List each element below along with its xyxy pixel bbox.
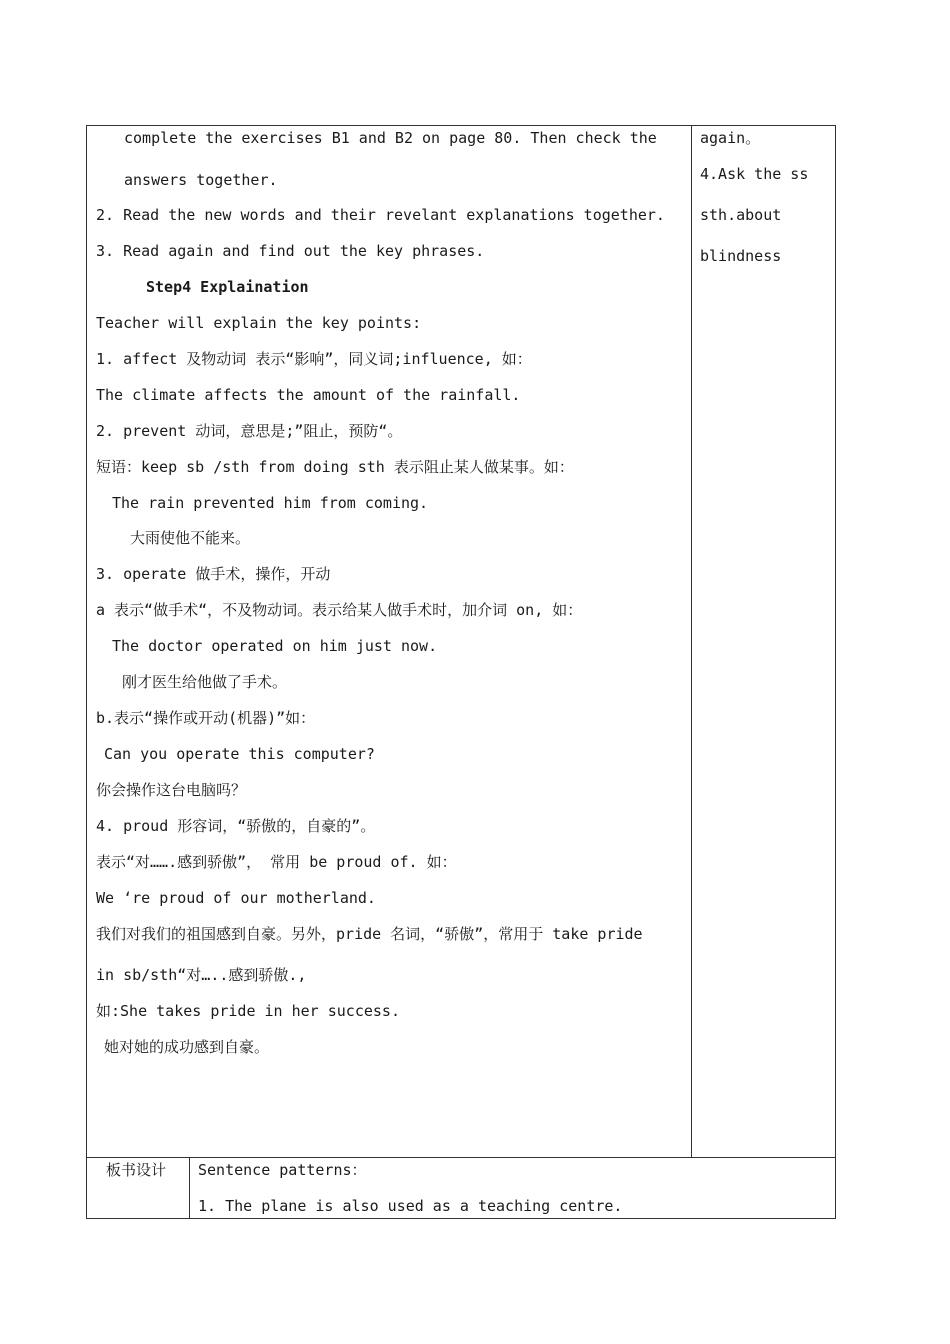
main-line-8: The climate affects the amount of the rainfall.	[96, 386, 521, 404]
side-line-2: 4.Ask the ss	[700, 165, 809, 183]
board-divider	[189, 1157, 190, 1219]
main-line-15: The doctor operated on him just now.	[112, 637, 438, 655]
row-divider	[86, 1157, 836, 1158]
sentence-pattern-1: 1. The plane is also used as a teaching centre.	[198, 1197, 623, 1215]
main-line-1: complete the exercises B1 and B2 on page 80. Then check the	[124, 129, 657, 147]
main-line-7: 1. affect 及物动词 表示“影响”，同义词;influence, 如：	[96, 350, 532, 368]
main-line-19: 你会操作这台电脑吗？	[96, 781, 247, 799]
main-line-6: Teacher will explain the key points:	[96, 314, 422, 332]
main-line-14: a 表示“做手术“，不及物动词。表示给某人做手术时，加介词 on, 如：	[96, 601, 583, 619]
main-line-4: 3. Read again and find out the key phrases.	[96, 242, 485, 260]
main-line-12: 大雨使他不能来。	[130, 529, 251, 547]
main-line-13: 3. operate 做手术，操作，开动	[96, 565, 331, 583]
side-line-1: again。	[700, 129, 761, 147]
sentence-patterns-heading: Sentence patterns：	[198, 1161, 367, 1179]
main-line-16: 刚才医生给他做了手术。	[122, 673, 288, 691]
main-line-23: 我们对我们的祖国感到自豪。另外，pride 名词，“骄傲”，常用于 take pride	[96, 925, 643, 943]
step4-heading: Step4 Explaination	[146, 278, 309, 296]
side-line-3: sth.about	[700, 206, 782, 224]
main-line-18: Can you operate this computer?	[104, 745, 375, 763]
main-line-26: 她对她的成功感到自豪。	[104, 1038, 270, 1056]
main-line-24: in sb/sth“对…..感到骄傲.,	[96, 966, 307, 984]
main-line-21: 表示“对…….感到骄傲”， 常用 be proud of. 如：	[96, 853, 457, 871]
side-line-4: blindness	[700, 247, 782, 265]
board-design-label: 板书设计	[106, 1161, 167, 1179]
main-line-20: 4. proud 形容词，“骄傲的，自豪的”。	[96, 817, 376, 835]
main-line-10: 短语：keep sb /sth from doing sth 表示阻止某人做某事。如：	[96, 458, 574, 476]
main-line-2: answers together.	[124, 171, 278, 189]
main-line-25: 如:She takes pride in her success.	[96, 1002, 400, 1020]
main-line-17: b.表示“操作或开动(机器)”如：	[96, 709, 316, 727]
main-line-9: 2. prevent 动词，意思是;”阻止，预防“。	[96, 422, 403, 440]
column-divider	[691, 125, 692, 1157]
main-line-3: 2. Read the new words and their revelant explanations together.	[96, 206, 665, 224]
main-line-11: The rain prevented him from coming.	[112, 494, 429, 512]
main-line-22: We ‘re proud of our motherland.	[96, 889, 376, 907]
